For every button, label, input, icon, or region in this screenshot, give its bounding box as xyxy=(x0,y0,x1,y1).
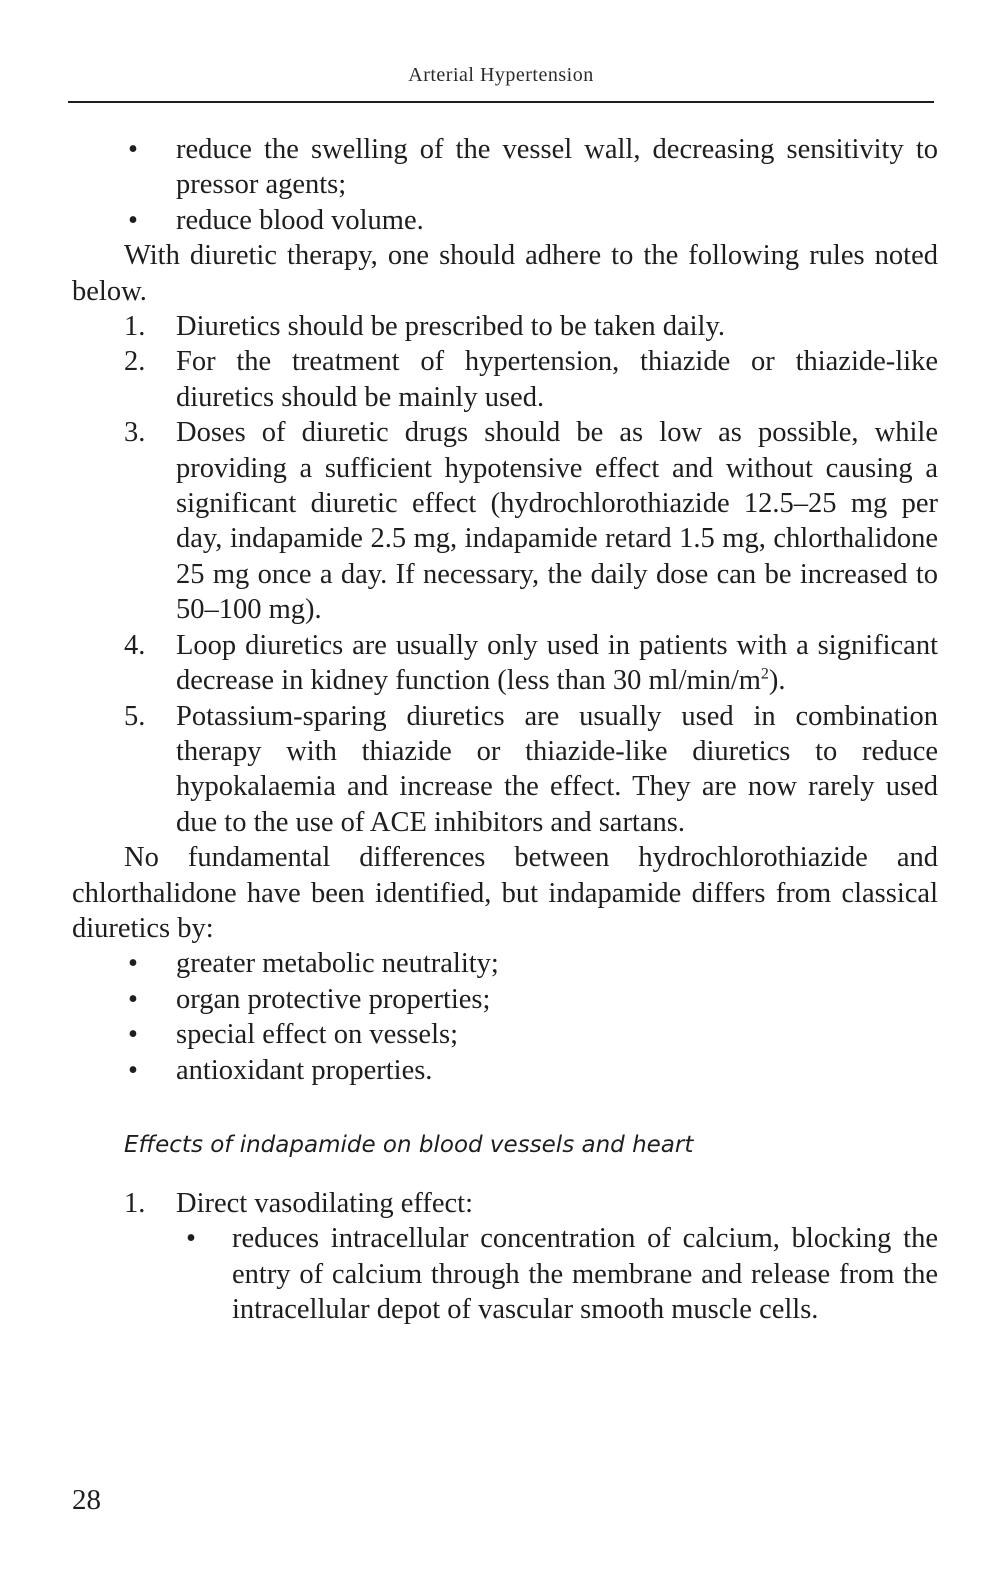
header-rule xyxy=(68,101,934,103)
rule-item xyxy=(72,628,938,699)
rule-item xyxy=(72,309,938,344)
rule-text: Loop diuretics are usually only used in patients with a significant decrease in kidney function (less than 30 ml/min/m xyxy=(176,629,938,697)
list-item: • special effect on vessels; xyxy=(72,1017,938,1052)
rules-list xyxy=(72,309,938,840)
list-item: • antioxidant properties. xyxy=(72,1053,938,1088)
list-item: • reduces intracellular concentration of calcium, blocking the entry of calcium through the membrane and release from the intracellular depot of vascular smooth muscle cells. xyxy=(72,1221,938,1327)
effect-sub-bullets xyxy=(72,1221,938,1327)
rule-text: Doses of diuretic drugs should be as low as possible, while providing a sufficient hypotensive effect and without causing a significant diuretic effect (hydrochlorothiazide 12.5–25 mg per day, indapamide 2.5 mg, indapamide retard 1.5 mg, chlorthalidone 25 mg once a day. If necessary, the daily dose can be increased to 50–100 mg). xyxy=(176,417,938,626)
rule-number: 2. xyxy=(124,346,146,378)
intro-paragraph: With diuretic therapy, one should adhere to the following rules noted below. xyxy=(72,240,938,307)
comparison-paragraph: No fundamental differences between hydrochlorothiazide and chlorthalidone have been identified, but indapamide differs from classical diuretics by: xyxy=(72,842,938,944)
list-item: • reduce the swelling of the vessel wall, decreasing sensitivity to pressor agents; xyxy=(72,132,938,203)
running-header: Arterial Hypertension xyxy=(408,64,594,86)
page-body xyxy=(72,132,938,1328)
effect-item xyxy=(72,1186,938,1221)
rule-number: 4. xyxy=(124,629,146,661)
rule-item xyxy=(72,344,938,415)
rule-text: Potassium-sparing diuretics are usually used in combination therapy with thiazide or thiazide-like diuretics to reduce hypokalaemia and increase the effect. They are now rarely used due to the use of ACE inhibitors and sartans. xyxy=(176,700,938,838)
section-subheading: Effects of indapamide on blood vessels and heart xyxy=(124,1131,694,1158)
top-bullet-list xyxy=(72,132,938,238)
superscript: 2 xyxy=(760,665,769,683)
rule-item xyxy=(72,415,938,627)
rule-text: For the treatment of hypertension, thiazide or thiazide-like diuretics should be mainly used. xyxy=(176,346,938,413)
rule-number: 3. xyxy=(124,417,146,449)
list-item: • organ protective properties; xyxy=(72,982,938,1017)
rule-item xyxy=(72,699,938,841)
rule-text-end: ). xyxy=(768,665,786,697)
list-item: • greater metabolic neutrality; xyxy=(72,946,938,981)
rule-number: 5. xyxy=(124,700,146,732)
page-number: 28 xyxy=(72,1484,101,1516)
effect-number: 1. xyxy=(124,1187,146,1219)
effect-title: Direct vasodilating effect: xyxy=(176,1187,474,1219)
indapamide-bullet-list xyxy=(72,946,938,1088)
rule-text: Diuretics should be prescribed to be taken daily. xyxy=(176,311,725,343)
effects-list xyxy=(72,1186,938,1221)
rule-number: 1. xyxy=(124,311,146,343)
list-item: • reduce blood volume. xyxy=(72,203,938,238)
